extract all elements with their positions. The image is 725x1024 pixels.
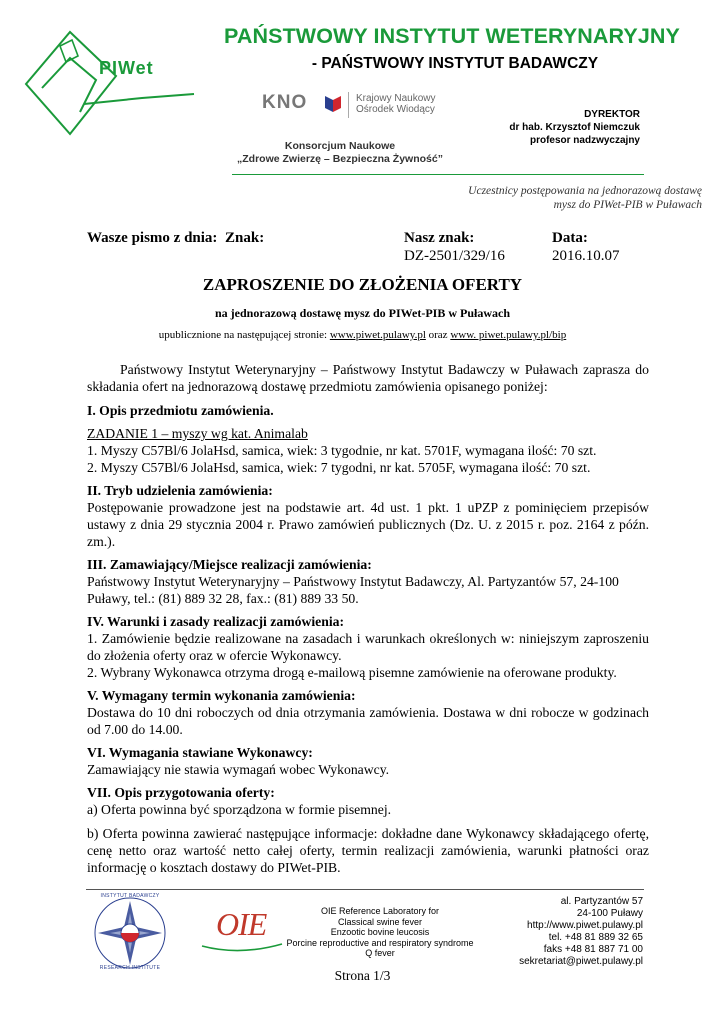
address-fax: faks +48 81 887 71 00 [543, 944, 643, 955]
badge-top-text: INSTYTUT BADAWCZY [100, 893, 160, 899]
address-city: 24-100 Puławy [576, 908, 643, 919]
section-3 [87, 556, 649, 607]
section-4 [87, 613, 649, 681]
address-email[interactable]: sekretariat@piwet.pulawy.pl [519, 956, 643, 967]
consortium-line-1: Konsorcjum Naukowe [284, 140, 396, 152]
compass-badge-icon [92, 895, 168, 971]
section-4-heading: IV. Warunki i zasady realizacji zamówienia: [87, 614, 345, 629]
document-subtitle: na jednorazową dostawę mysz do PIWet-PIB w Puławach [215, 306, 510, 320]
address-street: al. Partyzantów 57 [560, 896, 643, 907]
address-phone: tel. +48 81 889 32 65 [548, 932, 643, 943]
address-website[interactable]: http://www.piwet.pulawy.pl [527, 920, 643, 931]
our-sign-label: Nasz znak: [404, 230, 475, 246]
page-number: Strona 1/3 [334, 968, 391, 983]
section-5 [87, 687, 649, 738]
document-body [87, 361, 649, 882]
section-1-item-1: 1. Myszy C57Bl/6 JolaHsd, samica, wiek: 3 tygodnie, nr kat. 5701F, wymagana ilość: 70 szt. [87, 443, 597, 458]
kno-line-2: Ośrodek Wiodący [356, 104, 435, 115]
section-1-heading: I. Opis przedmiotu zamówienia. [87, 403, 274, 418]
section-2-text: Postępowanie prowadzone jest na podstawie art. 4d ust. 1 pkt. 1 uPZP z pominięciem przepisów ustawy z dnia 29 stycznia 2004 r. Prawo zamówień publicznych (Dz. U. z 2015 r. poz. 2164 z późn. zm.). [87, 500, 649, 549]
section-1 [87, 402, 649, 476]
section-4-item-2: 2. Wybrany Wykonawca otrzyma drogą e-mailową pisemne zamówienie na oferowane produkty. [87, 665, 617, 680]
published-link-main[interactable]: www.piwet.pulawy.pl [329, 329, 426, 341]
your-letter-label: Wasze pismo z dnia: [87, 230, 218, 246]
sign-label: Znak: [225, 230, 265, 246]
institute-title: PAŃSTWOWY INSTYTUT WETERYNARYJNY [224, 24, 680, 48]
date-label: Data: [552, 230, 588, 246]
director-block [450, 108, 640, 147]
section-2 [87, 482, 649, 550]
oie-line-1: OIE Reference Laboratory for [320, 906, 440, 916]
published-line [0, 329, 725, 341]
director-position: profesor nadzwyczajny [529, 135, 640, 146]
date-value: 2016.10.07 [552, 248, 620, 264]
recipient-line-1: Uczestnicy postępowania na jednorazową dostawę [468, 185, 702, 197]
section-7-item-b: b) Oferta powinna zawierać następujące informacje: dokładne dane Wykonawcy składającego ofertę, cenę netto oraz wartość netto całej oferty, termin realizacji zamówienia, warunki płatności oraz informację o kosztach dostawy do PIWet-PIB. [87, 826, 649, 875]
piwet-logo [22, 28, 202, 138]
oie-line-3: Enzootic bovine leucosis [330, 927, 430, 937]
section-4-item-1: 1. Zamówienie będzie realizowane na zasadach i warunkach określonych w: niniejszym zaproszeniu do złożenia oferty oraz w ofercie Wykonawcy. [87, 631, 649, 663]
section-7-heading: VII. Opis przygotowania oferty: [87, 785, 275, 800]
section-1-item-2: 2. Myszy C57Bl/6 JolaHsd, samica, wiek: 7 tygodni, nr kat. 5705F, wymagana ilość: 70 szt. [87, 460, 591, 475]
section-7-item-a: a) Oferta powinna być sporządzona w formie pisemnej. [87, 802, 392, 817]
kno-book-icon [325, 94, 341, 112]
footer-divider [86, 889, 644, 890]
piwet-logo-graphic [22, 28, 202, 138]
director-name: dr hab. Krzysztof Niemczuk [509, 122, 640, 133]
oie-line-2: Classical swine fever [337, 916, 423, 927]
research-institute-badge [92, 895, 168, 971]
oie-line-5: Q fever [365, 948, 395, 958]
recipient-line-2: mysz do PIWet-PIB w Puławach [553, 199, 702, 211]
section-3-line-1: Państwowy Instytut Weterynaryjny – Państwowy Instytut Badawczy, Al. Partyzantów 57, 24-100 [87, 574, 619, 589]
kno-divider [348, 92, 349, 118]
director-title: DYREKTOR [584, 109, 640, 120]
section-3-heading: III. Zamawiający/Miejsce realizacji zamówienia: [87, 557, 372, 572]
published-prefix: upublicznione na następującej stronie: [158, 329, 330, 341]
document-title: ZAPROSZENIE DO ZŁOŻENIA OFERTY [202, 275, 523, 294]
badge-bottom-text: RESEARCH INSTITUTE [99, 965, 161, 971]
oie-logo [200, 906, 284, 954]
section-6-text: Zamawiający nie stawia wymagań wobec Wykonawcy. [87, 762, 390, 777]
oie-line-4: Porcine reproductive and respiratory syndrome [286, 937, 474, 948]
institute-subtitle: - PAŃSTWOWY INSTYTUT BADAWCZY [311, 55, 599, 72]
oie-logo-text: OIE [216, 906, 267, 942]
section-5-heading: V. Wymagany termin wykonania zamówienia: [87, 688, 356, 703]
our-sign-value: DZ-2501/329/16 [404, 248, 505, 264]
oie-reference-text [284, 906, 476, 959]
address-block [480, 896, 643, 968]
kno-mark-text: KNO [262, 92, 308, 113]
recipient-block [440, 184, 702, 212]
kno-line-1: Krajowy Naukowy [356, 93, 436, 104]
section-3-line-2: Puławy, tel.: (81) 889 32 28, fax.: (81) 889 33 50. [87, 591, 359, 606]
intro-paragraph: Państwowy Instytut Weterynaryjny – Państwowy Instytut Badawczy w Puławach zaprasza do składania ofert na jednorazową dostawę przedmiotu zamówienia opisanego poniżej: [87, 362, 649, 394]
section-2-heading: II. Tryb udzielenia zamówienia: [87, 483, 273, 498]
section-6-heading: VI. Wymagania stawiane Wykonawcy: [87, 745, 313, 760]
published-mid: oraz [425, 329, 451, 341]
section-5-text: Dostawa do 10 dni roboczych od dnia otrzymania zamówienia. Dostawa w dni robocze w godzinach od 7.00 do 14.00. [87, 705, 649, 737]
header-divider [232, 174, 644, 175]
consortium-line-2: „Zdrowe Zwierzę – Bezpieczna Żywność” [237, 153, 443, 165]
section-6 [87, 744, 649, 778]
consortium-block [230, 140, 450, 166]
published-link-bip[interactable]: www. piwet.pulawy.pl/bip [450, 329, 567, 341]
section-1-task [87, 425, 649, 442]
section-1-task-text: ZADANIE 1 – myszy wg kat. Animalab [87, 426, 308, 441]
piwet-logo-text: PIWet [99, 58, 154, 78]
section-7 [87, 784, 649, 876]
